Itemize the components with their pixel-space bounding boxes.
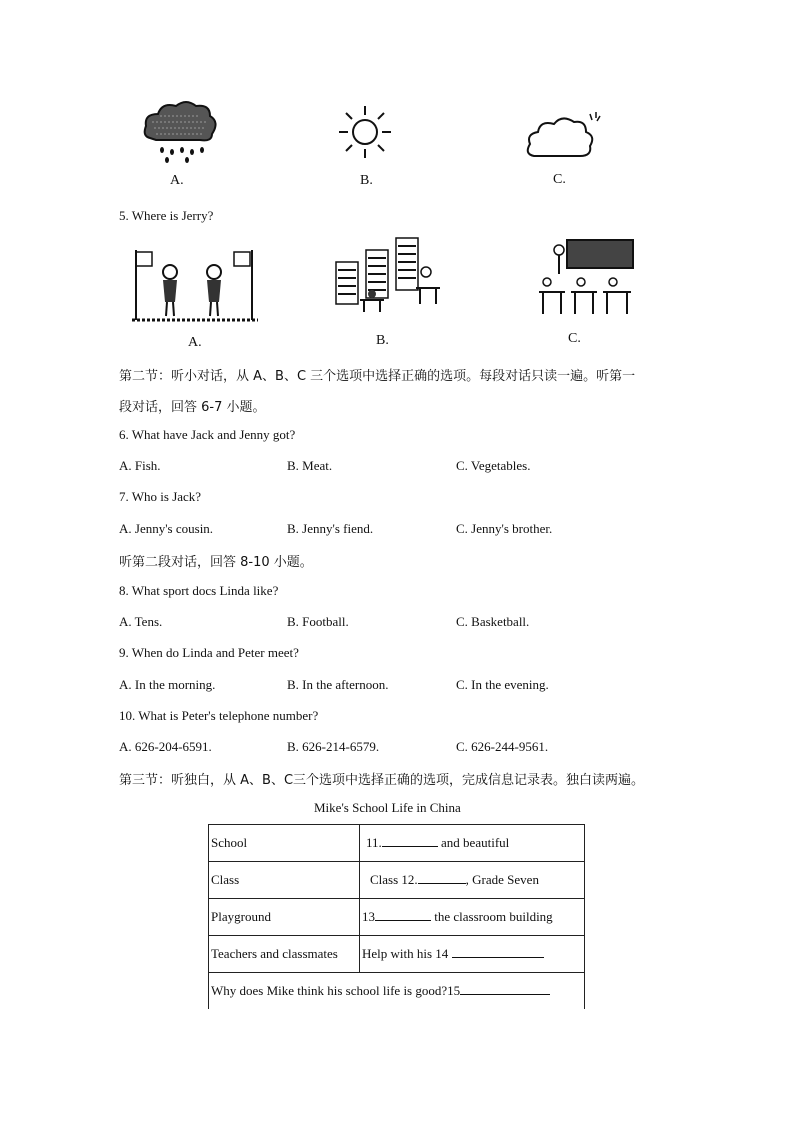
row-label-school: School bbox=[209, 825, 360, 862]
q4-option-b-label: B. bbox=[360, 173, 373, 188]
q4-option-a-label: A. bbox=[170, 173, 184, 188]
blank-11-prefix: 11. bbox=[366, 835, 382, 850]
playground-icon bbox=[130, 240, 260, 324]
q7-option-c: C. Jenny's brother. bbox=[456, 521, 553, 536]
blank-11[interactable] bbox=[382, 846, 438, 847]
blank-12-suffix: , Grade Seven bbox=[465, 872, 539, 887]
blank-14-prefix: Help with his 14 bbox=[362, 946, 452, 961]
q4-option-c-label: C. bbox=[553, 172, 566, 187]
row-value-school bbox=[360, 825, 585, 862]
final-question-text: Why does Mike think his school life is good?15 bbox=[211, 983, 461, 998]
question-7: 7. Who is Jack? bbox=[119, 489, 202, 504]
table-row bbox=[209, 899, 585, 936]
q6-option-a: A. Fish. bbox=[119, 458, 161, 473]
q10-option-c: C. 626-244-9561. bbox=[456, 739, 549, 754]
q10-option-b: B. 626-214-6579. bbox=[287, 739, 380, 754]
table-row bbox=[209, 936, 585, 973]
table-row bbox=[209, 825, 585, 862]
info-record-table bbox=[208, 824, 585, 1009]
rain-cloud-icon bbox=[140, 98, 220, 168]
question-9: 9. When do Linda and Peter meet? bbox=[119, 645, 299, 660]
classroom-icon bbox=[537, 236, 637, 318]
q8-option-c: C. Basketball. bbox=[456, 614, 530, 629]
table-title: Mike's School Life in China bbox=[314, 800, 461, 815]
blank-13-suffix: the classroom building bbox=[431, 909, 553, 924]
q5-option-c-label: C. bbox=[568, 331, 581, 346]
q7-option-b: B. Jenny's fiend. bbox=[287, 521, 374, 536]
question-10: 10. What is Peter's telephone number? bbox=[119, 708, 319, 723]
question-6: 6. What have Jack and Jenny got? bbox=[119, 427, 296, 442]
row-value-class bbox=[360, 862, 585, 899]
row-value-playground bbox=[360, 899, 585, 936]
q5-option-a-label: A. bbox=[188, 335, 202, 350]
row-value-teachers bbox=[360, 936, 585, 973]
q6-option-c: C. Vegetables. bbox=[456, 458, 531, 473]
blank-12[interactable] bbox=[418, 883, 466, 884]
q9-option-a: A. In the morning. bbox=[119, 677, 216, 692]
section3-instruction: 第三节：听独白，从 A、B、C三个选项中选择正确的选项，完成信息记录表。独白读两遍。 bbox=[119, 773, 645, 788]
q5-option-b-label: B. bbox=[376, 333, 389, 348]
q7-option-a: A. Jenny's cousin. bbox=[119, 521, 214, 536]
q10-option-a: A. 626-204-6591. bbox=[119, 739, 212, 754]
blank-13-prefix: 13 bbox=[362, 909, 375, 924]
row-label-playground: Playground bbox=[209, 899, 360, 936]
library-icon bbox=[332, 234, 442, 314]
blank-12-prefix: Class 12. bbox=[370, 872, 418, 887]
row-final-question bbox=[209, 973, 585, 1010]
section2-sub-instruction: 听第二段对话，回答 8-10 小题。 bbox=[119, 555, 313, 570]
q8-option-a: A. Tens. bbox=[119, 614, 163, 629]
blank-11-suffix: and beautiful bbox=[437, 835, 510, 850]
table-row bbox=[209, 973, 585, 1010]
section2-instruction-line1: 第二节：听小对话，从 A、B、C 三个选项中选择正确的选项。每段对话只读一遍。听第一 bbox=[119, 369, 636, 384]
q9-option-b: B. In the afternoon. bbox=[287, 677, 389, 692]
q8-option-b: B. Football. bbox=[287, 614, 349, 629]
sun-icon bbox=[337, 104, 393, 160]
section2-instruction-line2: 段对话，回答 6-7 小题。 bbox=[119, 400, 266, 415]
q9-option-c: C. In the evening. bbox=[456, 677, 549, 692]
cloud-icon bbox=[524, 108, 604, 164]
row-label-teachers: Teachers and classmates bbox=[209, 936, 360, 973]
question-5: 5. Where is Jerry? bbox=[119, 208, 214, 223]
question-8: 8. What sport docs Linda like? bbox=[119, 583, 279, 598]
row-label-class: Class bbox=[209, 862, 360, 899]
blank-13[interactable] bbox=[375, 920, 431, 921]
blank-15[interactable] bbox=[460, 994, 550, 995]
q6-option-b: B. Meat. bbox=[287, 458, 333, 473]
blank-14[interactable] bbox=[452, 957, 544, 958]
table-row bbox=[209, 862, 585, 899]
